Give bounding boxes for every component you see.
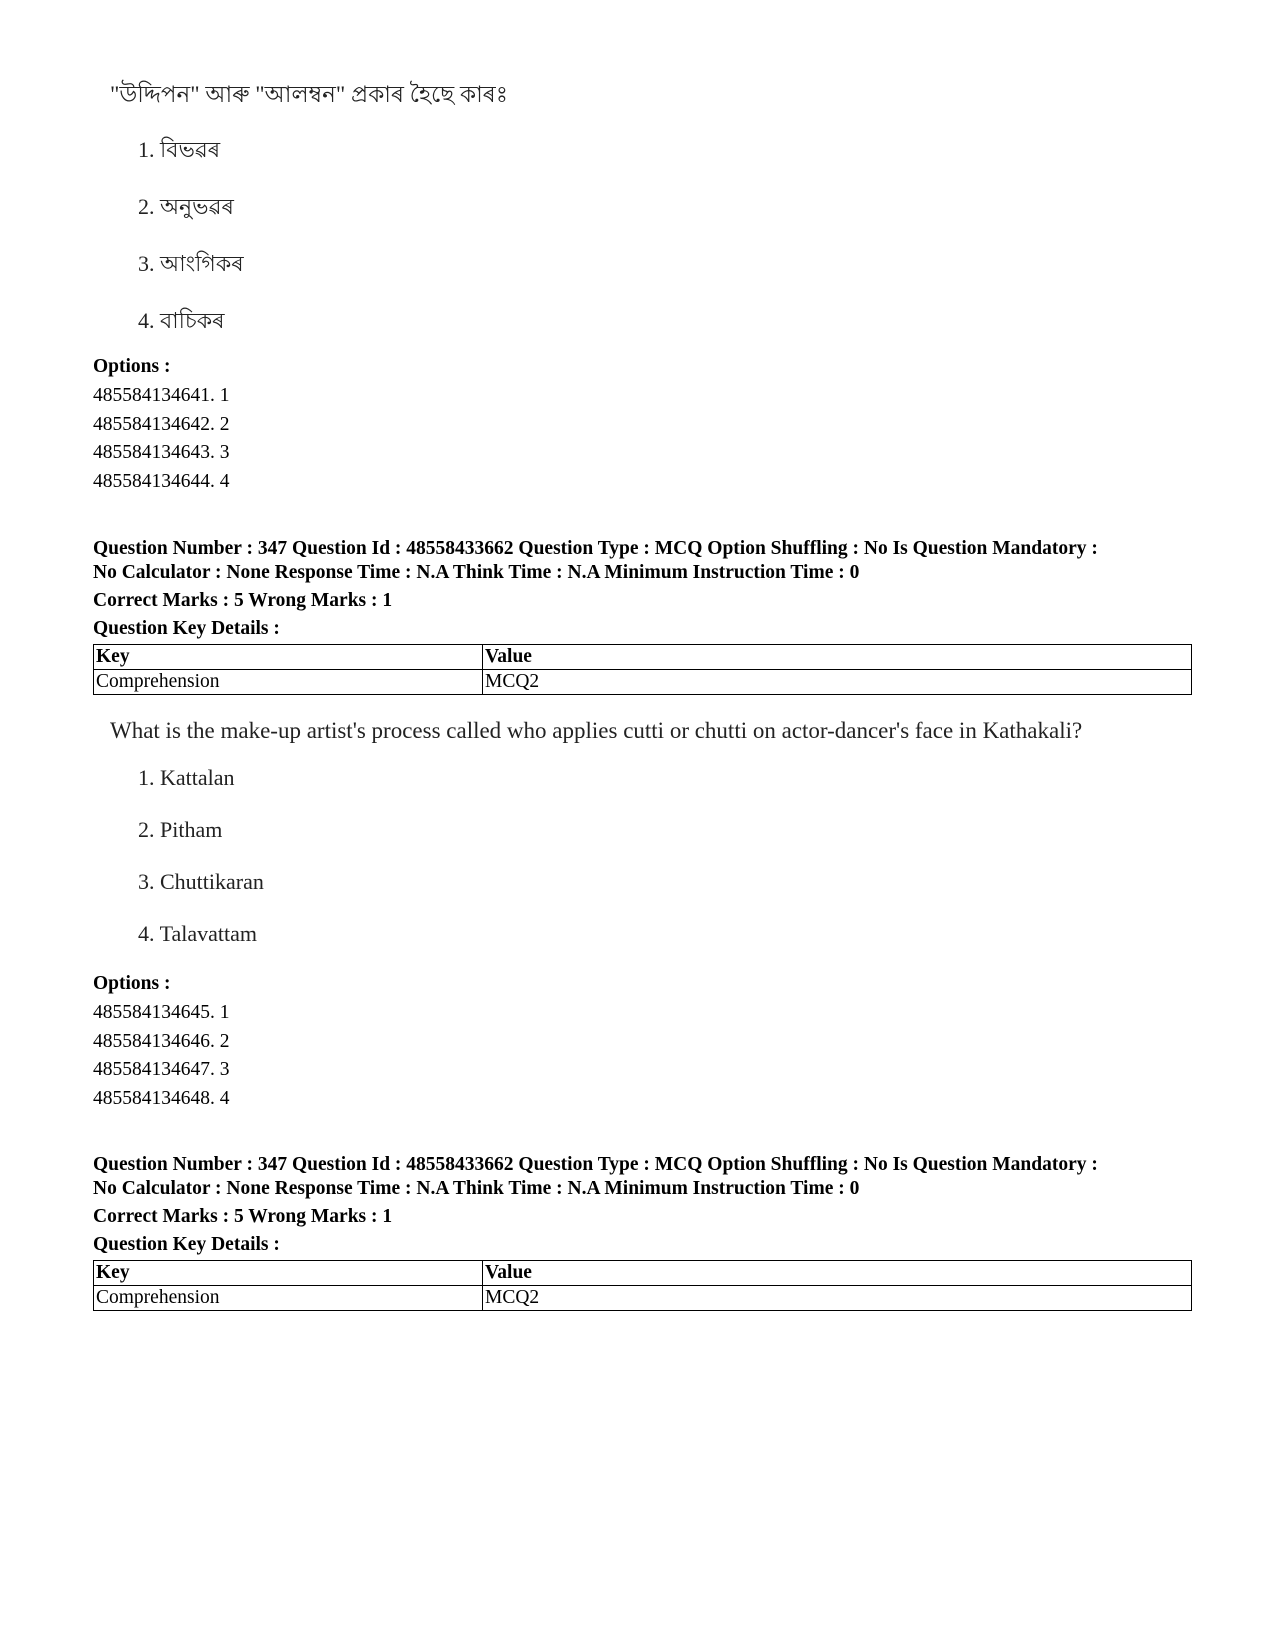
question-text: What is the make-up artist's process called who applies cutti or chutti on actor-dancer's face in Kathakali? [110, 718, 1083, 743]
question-text: "উদ্দিপন" আৰু "আলম্বন" প্ৰকাৰ হৈছে কাৰঃ [110, 82, 508, 107]
table-cell-value: MCQ2 [483, 670, 1192, 695]
key-details-label: Question Key Details : [93, 618, 280, 639]
question-image-assamese [110, 80, 1170, 333]
question-option-3: 3. আংগিকৰ [138, 251, 244, 276]
option-id: 485584134648. 4 [93, 1087, 230, 1109]
marks-line: Correct Marks : 5 Wrong Marks : 1 [93, 1206, 393, 1227]
key-details-table [93, 1260, 1192, 1311]
question-image-english [110, 716, 1170, 946]
table-cell-key: Comprehension [94, 670, 483, 695]
question-meta-line-1: Question Number : 347 Question Id : 48558433662 Question Type : MCQ Option Shuffling : No Is Question Mandatory : [93, 1154, 1098, 1175]
option-id: 485584134647. 3 [93, 1059, 230, 1080]
marks-line: Correct Marks : 5 Wrong Marks : 1 [93, 590, 393, 611]
table-header-value: Value [483, 1261, 1192, 1286]
key-details-label: Question Key Details : [93, 1234, 280, 1255]
option-id: 485584134643. 3 [93, 442, 230, 463]
option-id: 485584134641. 1 [93, 385, 230, 406]
table-header-row [94, 1261, 1192, 1286]
table-header-value: Value [483, 645, 1192, 670]
option-id: 485584134646. 2 [93, 1030, 230, 1052]
table-cell-key: Comprehension [94, 1286, 483, 1311]
question-option-4: 4. বাচিকৰ [138, 308, 225, 333]
table-row [94, 670, 1192, 695]
question-meta-line-2: No Calculator : None Response Time : N.A Think Time : N.A Minimum Instruction Time : 0 [93, 562, 860, 583]
question-option-3: 3. Chuttikaran [138, 869, 264, 894]
option-id: 485584134644. 4 [93, 470, 230, 492]
question-option-4: 4. Talavattam [138, 921, 258, 946]
options-list [93, 999, 230, 1113]
table-header-key: Key [94, 1261, 483, 1286]
question-meta-line-2: No Calculator : None Response Time : N.A Think Time : N.A Minimum Instruction Time : 0 [93, 1178, 860, 1199]
question-option-2: 2. অনুভৱৰ [138, 194, 234, 219]
table-cell-value: MCQ2 [483, 1286, 1192, 1311]
option-id: 485584134642. 2 [93, 413, 230, 435]
question-meta-line-1: Question Number : 347 Question Id : 48558433662 Question Type : MCQ Option Shuffling : No Is Question Mandatory : [93, 538, 1098, 559]
table-header-row [94, 645, 1192, 670]
question-option-2: 2. Pitham [138, 817, 223, 842]
options-label: Options : [93, 356, 171, 377]
question-option-1: 1. বিভৱৰ [138, 137, 221, 162]
options-list [93, 382, 230, 496]
table-row [94, 1286, 1192, 1311]
option-id: 485584134645. 1 [93, 1002, 230, 1023]
key-details-table [93, 644, 1192, 695]
question-option-1: 1. Kattalan [138, 765, 235, 790]
options-label: Options : [93, 973, 171, 994]
table-header-key: Key [94, 645, 483, 670]
